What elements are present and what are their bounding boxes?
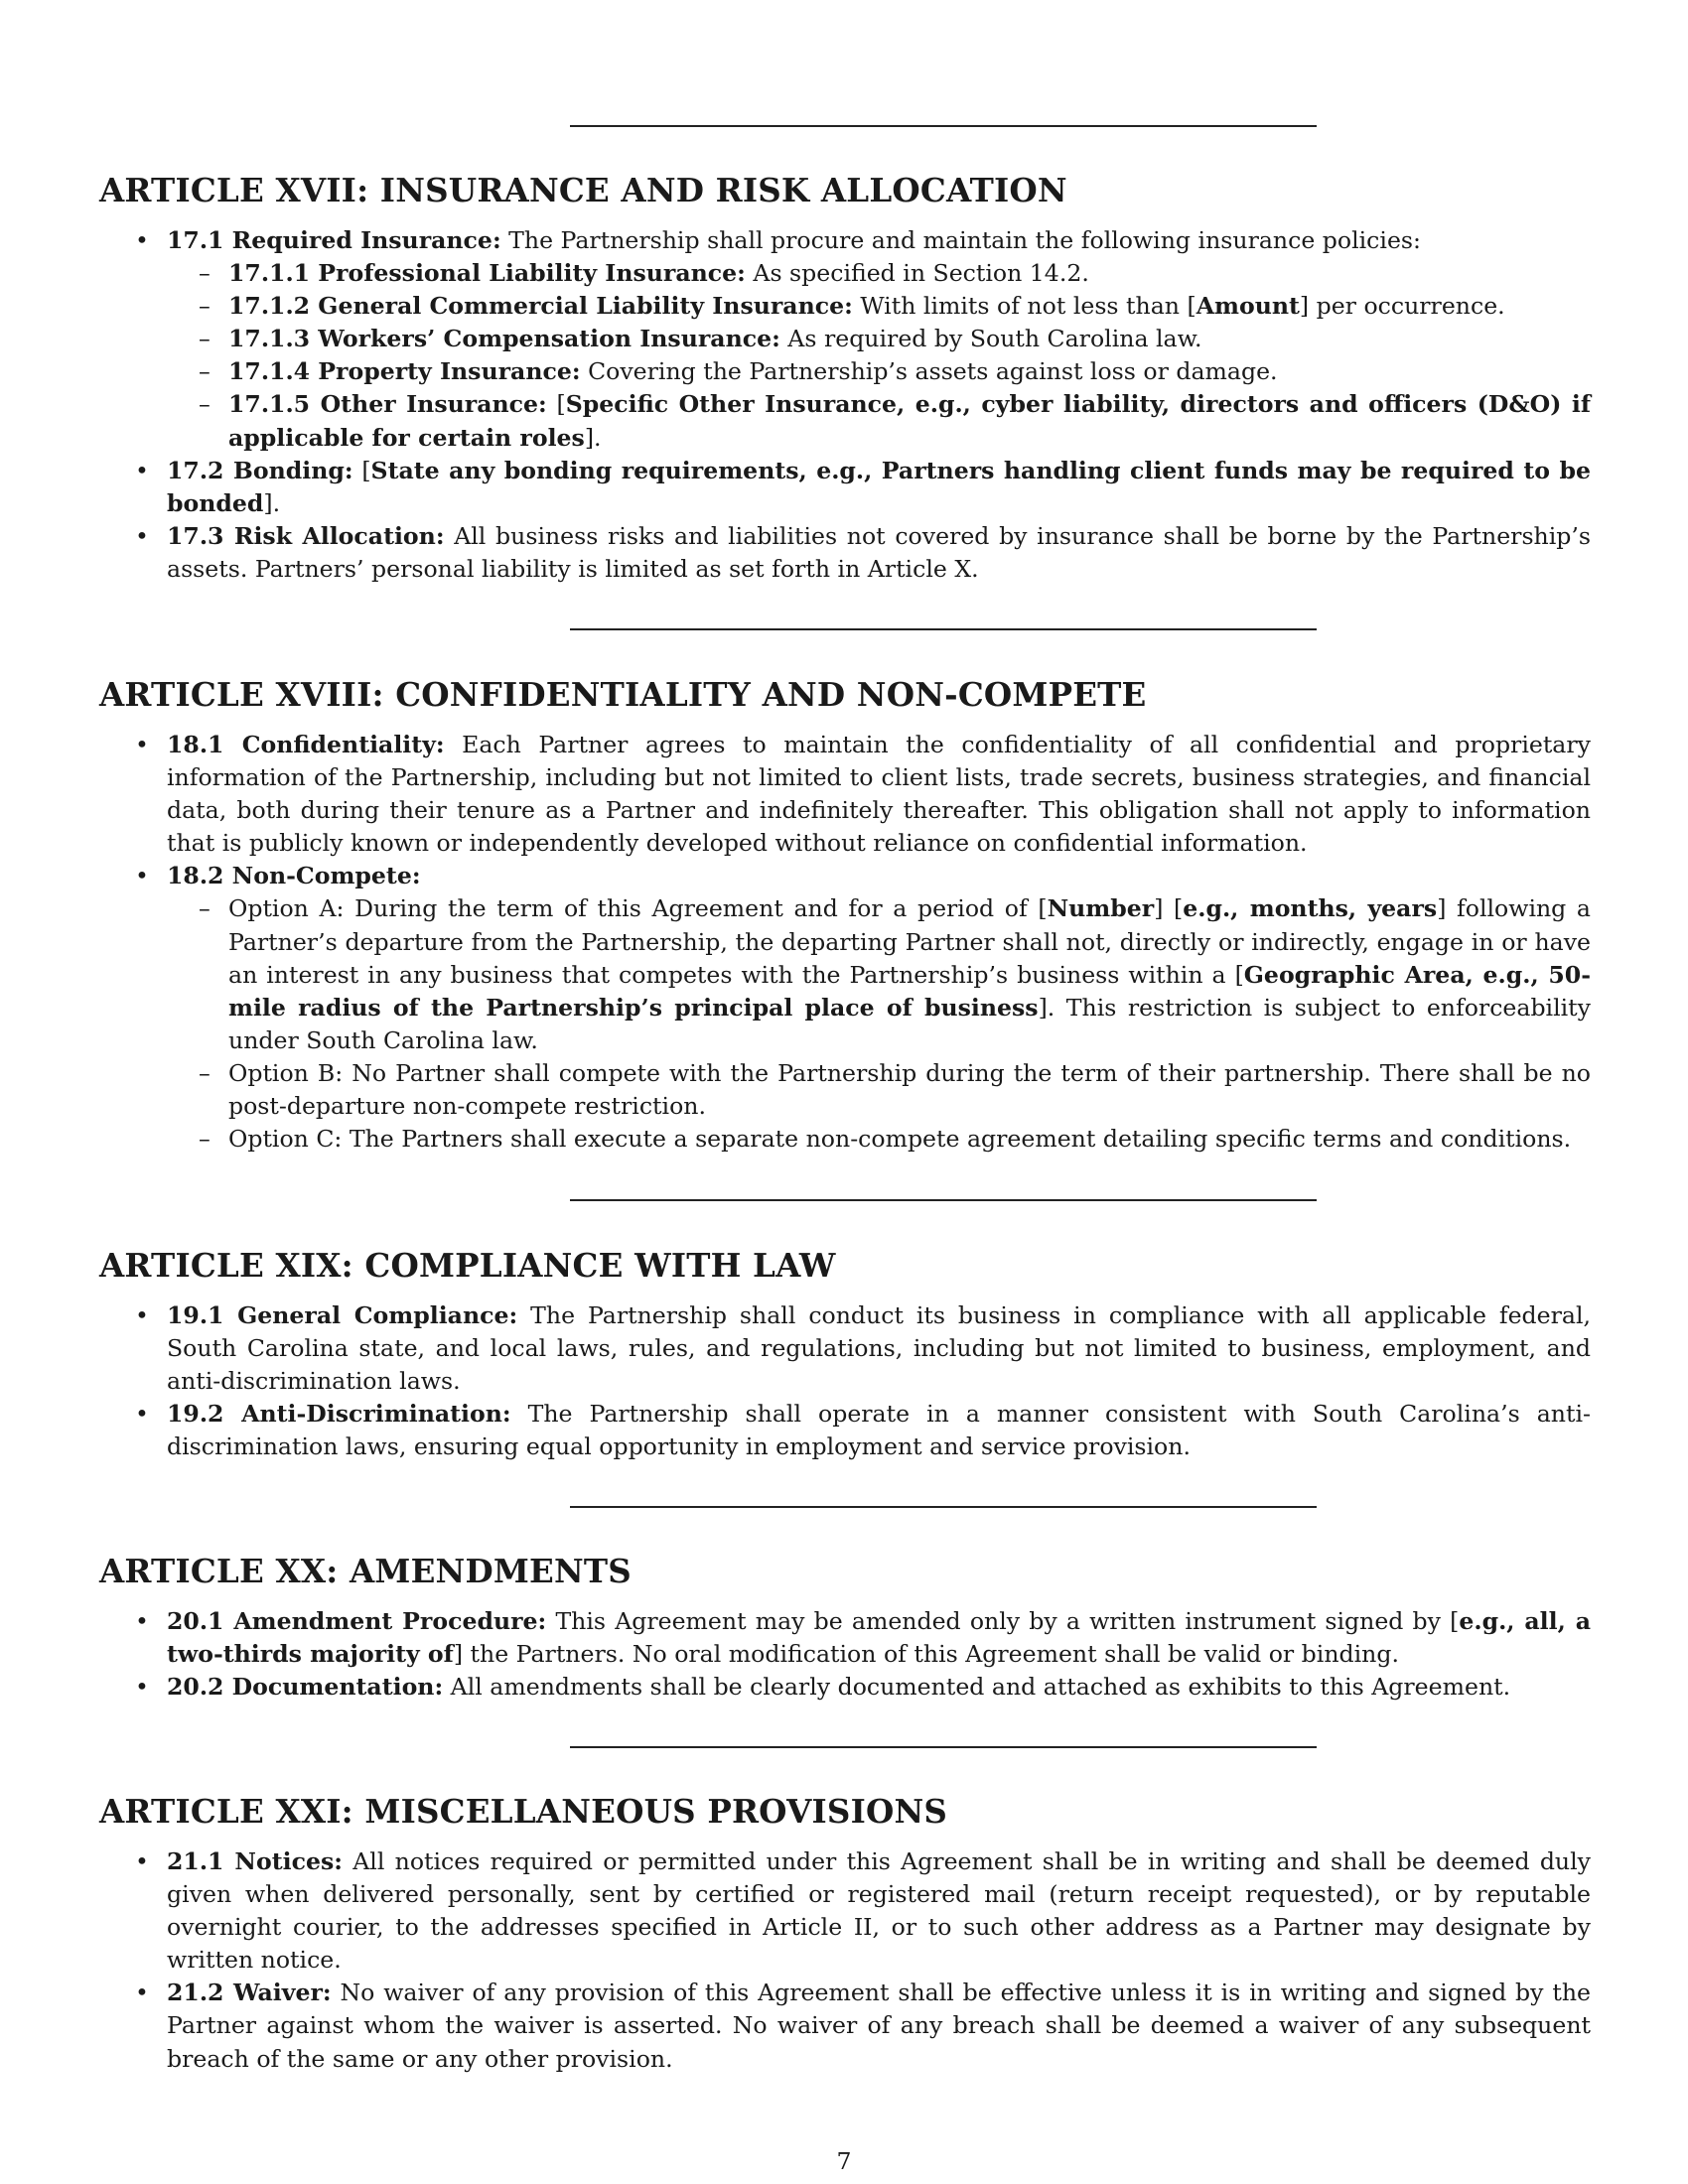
clause-label: 17.1.5 Other Insurance: xyxy=(228,390,547,419)
clause-text: ]. xyxy=(263,488,281,517)
clause-text: As required by South Carolina law. xyxy=(779,325,1202,353)
list-item xyxy=(99,860,1591,1156)
article-19-list xyxy=(99,1299,1591,1463)
clause-text: [ xyxy=(352,456,371,484)
clause-label: 18.1 Confidentiality: xyxy=(167,731,445,758)
clause-text: ] following a Partner’s departure from the Partnership, the departing Partner shall not, directly or indirectly, engage in or have an interest in any business that competes with the Partnership’s business within a [ xyxy=(228,894,1591,989)
section-divider xyxy=(570,1746,1317,1748)
clause-text: The Partnership shall operate in a manner consistent with South Carolina’s anti-discrimination laws, ensuring equal opportunity in employment and service provision. xyxy=(167,1400,1591,1461)
list-item xyxy=(99,224,1591,455)
sub-list-item xyxy=(167,257,1591,290)
clause-text: Covering the Partnership’s assets against loss or damage. xyxy=(580,357,1278,386)
list-item xyxy=(99,520,1591,586)
article-18 xyxy=(99,675,1591,1156)
article-19 xyxy=(99,1246,1591,1463)
clause-label: 17.1.4 Property Insurance: xyxy=(228,357,581,386)
clause-text: Each Partner agrees to maintain the confidentiality of all confidential and proprietary information of the Partnership, including but not limited to client lists, trade secrets, business strategies, and financial data, both during their tenure as a Partner and indefinitely thereafter. This obligation shall not apply to information that is publicly known or independently developed without reliance on confidential information. xyxy=(167,731,1591,858)
article-20-title: ARTICLE XX: AMENDMENTS xyxy=(99,1552,632,1590)
article-21 xyxy=(99,1792,1591,2076)
placeholder: e.g., months, years xyxy=(1183,894,1438,923)
clause-text: ] [ xyxy=(1154,894,1184,923)
article-17-list xyxy=(99,224,1591,586)
clause-label: 17.1.3 Workers’ Compensation Insurance: xyxy=(228,325,780,353)
sub-list-item xyxy=(167,355,1591,388)
clause-text: ]. xyxy=(584,423,602,452)
clause-label: 17.3 Risk Allocation: xyxy=(167,521,445,550)
clause-text: All business risks and liabilities not covered by insurance shall be borne by the Partnership’s assets. Partners’ personal liability is limited as set forth in Article X. xyxy=(167,521,1591,583)
article-17-title: ARTICLE XVII: INSURANCE AND RISK ALLOCATION xyxy=(99,171,1067,209)
list-item xyxy=(99,1605,1591,1671)
clause-text: All amendments shall be clearly documented and attached as exhibits to this Agreement. xyxy=(443,1673,1511,1702)
list-item xyxy=(99,1671,1591,1704)
clause-label: 17.1.2 General Commercial Liability Insurance: xyxy=(228,292,853,321)
placeholder: Amount xyxy=(1196,292,1300,321)
list-item xyxy=(99,1845,1591,1977)
clause-label: 19.2 Anti-Discrimination: xyxy=(167,1400,511,1429)
clause-text: Option C: The Partners shall execute a separate non-compete agreement detailing specific terms and conditions. xyxy=(228,1125,1572,1154)
clause-text: ] the Partners. No oral modification of this Agreement shall be valid or binding. xyxy=(453,1640,1399,1669)
section-divider xyxy=(570,125,1317,127)
clause-text: [ xyxy=(546,390,566,419)
clause-text: The Partnership shall procure and maintain the following insurance policies: xyxy=(500,226,1421,254)
clause-text: The Partnership shall conduct its business in compliance with all applicable federal, South Carolina state, and local laws, rules, and regulations, including but not limited to business, employment, and anti-discrimination laws. xyxy=(167,1301,1591,1396)
clause-text: Option A: During the term of this Agreement and for a period of [ xyxy=(228,894,1048,923)
placeholder: Geographic Area, e.g., 50-mile radius of the Partnership’s principal place of business xyxy=(228,960,1591,1022)
clause-label: 17.2 Bonding: xyxy=(167,456,353,484)
section-divider xyxy=(570,628,1317,630)
sub-list-item xyxy=(167,323,1591,355)
article-20-list xyxy=(99,1605,1591,1704)
placeholder: Number xyxy=(1047,894,1155,923)
clause-label: 21.2 Waiver: xyxy=(167,1979,332,2007)
sub-list xyxy=(167,892,1591,1156)
sub-list xyxy=(167,257,1591,455)
sub-list-item xyxy=(167,1123,1591,1156)
sub-list-item xyxy=(167,388,1591,454)
clause-text: No waiver of any provision of this Agreement shall be effective unless it is in writing and signed by the Partner against whom the waiver is asserted. No waiver of any breach shall be deemed a waiver of any subsequent breach of the same or any other provision. xyxy=(167,1979,1591,2073)
list-item xyxy=(99,729,1591,860)
clause-label: 20.2 Documentation: xyxy=(167,1673,444,1702)
clause-label: 17.1 Required Insurance: xyxy=(167,226,501,254)
article-17 xyxy=(99,171,1591,586)
clause-text: As specified in Section 14.2. xyxy=(745,259,1089,288)
sub-list-item xyxy=(167,1057,1591,1123)
list-item xyxy=(99,1398,1591,1463)
clause-label: 17.1.1 Professional Liability Insurance: xyxy=(228,259,746,288)
page-number: 7 xyxy=(836,2147,852,2175)
list-item xyxy=(99,455,1591,520)
clause-label: 19.1 General Compliance: xyxy=(167,1301,518,1329)
section-divider xyxy=(570,1506,1317,1508)
clause-text: ] per occurrence. xyxy=(1299,292,1505,321)
sub-list-item xyxy=(167,290,1591,323)
clause-text: Option B: No Partner shall compete with the Partnership during the term of their partnership. There shall be no post-departure non-compete restriction. xyxy=(228,1058,1591,1121)
section-divider xyxy=(570,1199,1317,1201)
list-item xyxy=(99,1299,1591,1398)
article-21-list xyxy=(99,1845,1591,2076)
clause-label: 21.1 Notices: xyxy=(167,1847,343,1875)
clause-text: With limits of not less than [ xyxy=(852,292,1196,321)
article-21-title: ARTICLE XXI: MISCELLANEOUS PROVISIONS xyxy=(99,1792,948,1831)
placeholder: State any bonding requirements, e.g., Partners handling client funds may be required to be bonded xyxy=(167,456,1591,517)
article-19-title: ARTICLE XIX: COMPLIANCE WITH LAW xyxy=(99,1246,836,1285)
clause-text: All notices required or permitted under this Agreement shall be in writing and shall be deemed duly given when delivered personally, sent by certified or registered mail (return receipt requested), or by reputable overnight courier, to the addresses specified in Article II, or to such other address as a Partner may designate by written notice. xyxy=(167,1847,1591,1975)
article-18-title: ARTICLE XVIII: CONFIDENTIALITY AND NON-COMPETE xyxy=(99,675,1147,714)
article-18-list xyxy=(99,729,1591,1156)
placeholder: Specific Other Insurance, e.g., cyber liability, directors and officers (D&O) if applicable for certain roles xyxy=(228,390,1591,452)
list-item xyxy=(99,1977,1591,2075)
article-20 xyxy=(99,1552,1591,1704)
clause-text: ]. This restriction is subject to enforceability under South Carolina law. xyxy=(228,993,1591,1054)
clause-label: 18.2 Non-Compete: xyxy=(167,862,421,890)
clause-label: 20.1 Amendment Procedure: xyxy=(167,1607,547,1635)
sub-list-item xyxy=(167,892,1591,1056)
placeholder: e.g., all, a two-thirds majority of xyxy=(167,1607,1591,1669)
clause-text: This Agreement may be amended only by a written instrument signed by [ xyxy=(546,1607,1460,1635)
